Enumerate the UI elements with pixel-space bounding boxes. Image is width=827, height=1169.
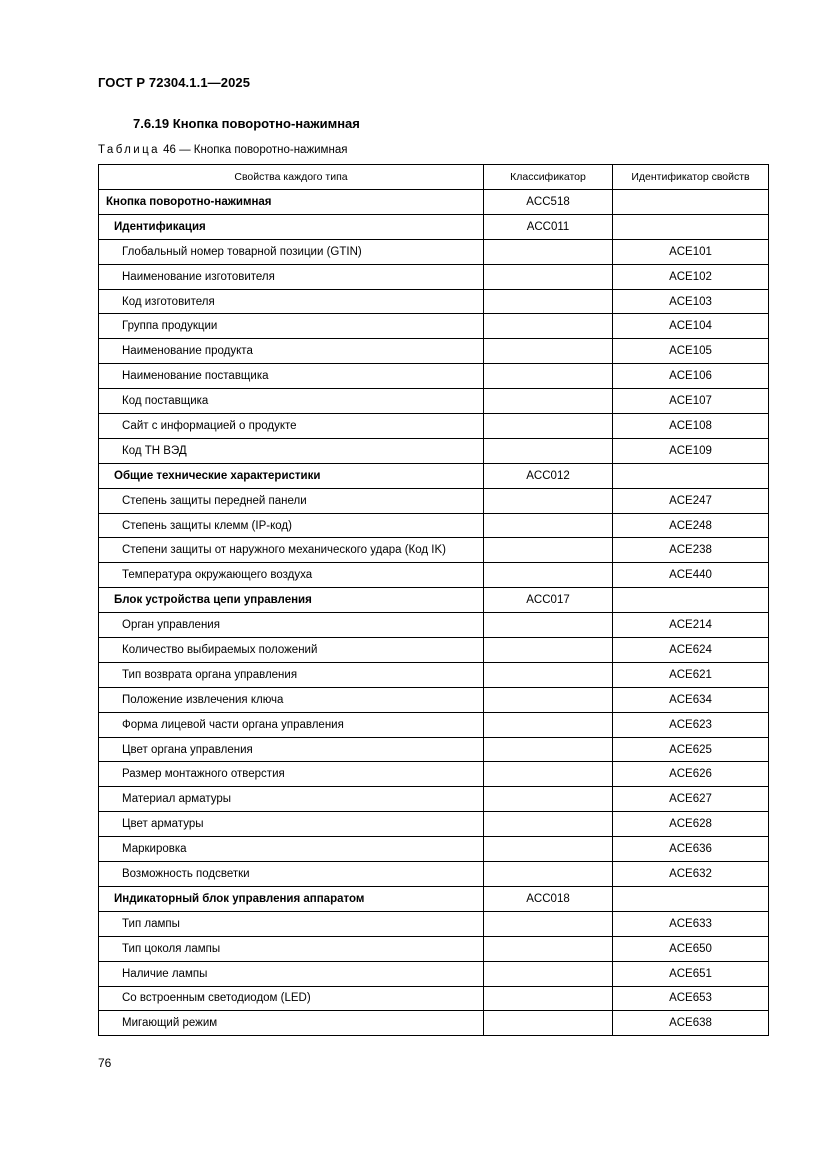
property-id-cell: ACE634 xyxy=(613,687,769,712)
property-name-cell: Материал арматуры xyxy=(99,787,484,812)
property-name-cell: Степень защиты передней панели xyxy=(99,488,484,513)
property-name-cell: Кнопка поворотно-нажимная xyxy=(99,190,484,215)
table-row xyxy=(99,737,769,762)
table-row xyxy=(99,886,769,911)
classifier-cell xyxy=(484,911,613,936)
classifier-cell xyxy=(484,563,613,588)
property-name-cell: Количество выбираемых положений xyxy=(99,638,484,663)
property-name-cell: Возможность подсветки xyxy=(99,862,484,887)
property-name-cell: Наименование продукта xyxy=(99,339,484,364)
table-row xyxy=(99,936,769,961)
classifier-cell xyxy=(484,662,613,687)
table-body xyxy=(99,190,769,1036)
property-name-cell: Глобальный номер товарной позиции (GTIN) xyxy=(99,239,484,264)
table-row xyxy=(99,389,769,414)
properties-table xyxy=(98,164,769,1036)
table-caption-label: Таблица xyxy=(98,144,160,156)
classifier-cell xyxy=(484,239,613,264)
classifier-cell: ACC011 xyxy=(484,214,613,239)
table-row xyxy=(99,588,769,613)
classifier-cell: ACC017 xyxy=(484,588,613,613)
property-id-cell: ACE653 xyxy=(613,986,769,1011)
property-id-cell: ACE638 xyxy=(613,1011,769,1036)
property-name-cell: Цвет арматуры xyxy=(99,812,484,837)
property-id-cell: ACE102 xyxy=(613,264,769,289)
property-name-cell: Степени защиты от наружного механического удара (Код IK) xyxy=(99,538,484,563)
property-name-cell: Группа продукции xyxy=(99,314,484,339)
classifier-cell xyxy=(484,1011,613,1036)
property-name-cell: Индикаторный блок управления аппаратом xyxy=(99,886,484,911)
property-id-cell: ACE621 xyxy=(613,662,769,687)
table-row xyxy=(99,488,769,513)
classifier-cell xyxy=(484,787,613,812)
classifier-cell: ACC018 xyxy=(484,886,613,911)
property-id-cell: ACE624 xyxy=(613,638,769,663)
property-id-cell xyxy=(613,190,769,215)
property-id-cell: ACE104 xyxy=(613,314,769,339)
property-id-cell xyxy=(613,588,769,613)
classifier-cell xyxy=(484,289,613,314)
table-row xyxy=(99,190,769,215)
classifier-cell xyxy=(484,613,613,638)
property-name-cell: Наименование поставщика xyxy=(99,364,484,389)
property-id-cell xyxy=(613,886,769,911)
classifier-cell xyxy=(484,638,613,663)
property-name-cell: Общие технические характеристики xyxy=(99,463,484,488)
table-row xyxy=(99,339,769,364)
property-name-cell: Сайт с информацией о продукте xyxy=(99,414,484,439)
classifier-cell xyxy=(484,812,613,837)
table-row xyxy=(99,264,769,289)
table-row xyxy=(99,563,769,588)
property-id-cell: ACE238 xyxy=(613,538,769,563)
classifier-cell: ACC012 xyxy=(484,463,613,488)
property-id-cell: ACE623 xyxy=(613,712,769,737)
classifier-cell xyxy=(484,687,613,712)
table-caption-text: 46 — Кнопка поворотно-нажимная xyxy=(159,144,348,156)
property-id-cell: ACE103 xyxy=(613,289,769,314)
classifier-cell xyxy=(484,438,613,463)
property-name-cell: Цвет органа управления xyxy=(99,737,484,762)
table-row xyxy=(99,289,769,314)
table-row xyxy=(99,414,769,439)
property-name-cell: Код поставщика xyxy=(99,389,484,414)
property-id-cell: ACE628 xyxy=(613,812,769,837)
property-id-cell: ACE214 xyxy=(613,613,769,638)
table-row xyxy=(99,364,769,389)
property-name-cell: Маркировка xyxy=(99,837,484,862)
property-name-cell: Орган управления xyxy=(99,613,484,638)
property-name-cell: Со встроенным светодиодом (LED) xyxy=(99,986,484,1011)
classifier-cell xyxy=(484,762,613,787)
table-row xyxy=(99,986,769,1011)
table-row xyxy=(99,613,769,638)
document-code: ГОСТ Р 72304.1.1—2025 xyxy=(98,75,251,90)
classifier-cell xyxy=(484,389,613,414)
property-id-cell: ACE632 xyxy=(613,862,769,887)
table-row xyxy=(99,239,769,264)
property-name-cell: Тип лампы xyxy=(99,911,484,936)
table-row xyxy=(99,812,769,837)
property-name-cell: Форма лицевой части органа управления xyxy=(99,712,484,737)
property-name-cell: Тип возврата органа управления xyxy=(99,662,484,687)
classifier-cell xyxy=(484,837,613,862)
property-id-cell xyxy=(613,463,769,488)
classifier-cell: ACC518 xyxy=(484,190,613,215)
property-name-cell: Положение извлечения ключа xyxy=(99,687,484,712)
property-name-cell: Идентификация xyxy=(99,214,484,239)
header-classifier: Классификатор xyxy=(484,165,613,190)
table-header-row xyxy=(99,165,769,190)
classifier-cell xyxy=(484,339,613,364)
property-name-cell: Код ТН ВЭД xyxy=(99,438,484,463)
classifier-cell xyxy=(484,414,613,439)
classifier-cell xyxy=(484,961,613,986)
classifier-cell xyxy=(484,364,613,389)
property-name-cell: Наличие лампы xyxy=(99,961,484,986)
property-name-cell: Наименование изготовителя xyxy=(99,264,484,289)
header-property-id: Идентификатор свойств xyxy=(613,165,769,190)
property-id-cell: ACE636 xyxy=(613,837,769,862)
table-row xyxy=(99,638,769,663)
table-row xyxy=(99,762,769,787)
classifier-cell xyxy=(484,862,613,887)
property-id-cell: ACE101 xyxy=(613,239,769,264)
table-row xyxy=(99,787,769,812)
table-row xyxy=(99,463,769,488)
classifier-cell xyxy=(484,314,613,339)
property-name-cell: Блок устройства цепи управления xyxy=(99,588,484,613)
table-row xyxy=(99,911,769,936)
property-id-cell: ACE247 xyxy=(613,488,769,513)
page-number: 76 xyxy=(98,1056,112,1070)
table-row xyxy=(99,314,769,339)
classifier-cell xyxy=(484,936,613,961)
table-row xyxy=(99,538,769,563)
table-row xyxy=(99,712,769,737)
table-row xyxy=(99,837,769,862)
property-id-cell xyxy=(613,214,769,239)
table-row xyxy=(99,1011,769,1036)
table-row xyxy=(99,438,769,463)
property-name-cell: Тип цоколя лампы xyxy=(99,936,484,961)
property-id-cell: ACE650 xyxy=(613,936,769,961)
classifier-cell xyxy=(484,737,613,762)
property-name-cell: Размер монтажного отверстия xyxy=(99,762,484,787)
property-id-cell: ACE107 xyxy=(613,389,769,414)
table-row xyxy=(99,214,769,239)
header-properties: Свойства каждого типа xyxy=(99,165,484,190)
property-id-cell: ACE248 xyxy=(613,513,769,538)
property-id-cell: ACE109 xyxy=(613,438,769,463)
table-row xyxy=(99,513,769,538)
property-name-cell: Температура окружающего воздуха xyxy=(99,563,484,588)
classifier-cell xyxy=(484,264,613,289)
table-row xyxy=(99,687,769,712)
property-id-cell: ACE626 xyxy=(613,762,769,787)
property-id-cell: ACE108 xyxy=(613,414,769,439)
table-row xyxy=(99,862,769,887)
property-id-cell: ACE627 xyxy=(613,787,769,812)
property-id-cell: ACE625 xyxy=(613,737,769,762)
property-id-cell: ACE651 xyxy=(613,961,769,986)
property-name-cell: Степень защиты клемм (IP-код) xyxy=(99,513,484,538)
classifier-cell xyxy=(484,538,613,563)
property-id-cell: ACE440 xyxy=(613,563,769,588)
property-id-cell: ACE633 xyxy=(613,911,769,936)
property-id-cell: ACE106 xyxy=(613,364,769,389)
classifier-cell xyxy=(484,712,613,737)
property-name-cell: Мигающий режим xyxy=(99,1011,484,1036)
property-id-cell: ACE105 xyxy=(613,339,769,364)
classifier-cell xyxy=(484,986,613,1011)
classifier-cell xyxy=(484,488,613,513)
table-caption xyxy=(98,144,347,156)
section-title: 7.6.19 Кнопка поворотно-нажимная xyxy=(133,116,360,131)
table-row xyxy=(99,662,769,687)
classifier-cell xyxy=(484,513,613,538)
property-name-cell: Код изготовителя xyxy=(99,289,484,314)
table-row xyxy=(99,961,769,986)
